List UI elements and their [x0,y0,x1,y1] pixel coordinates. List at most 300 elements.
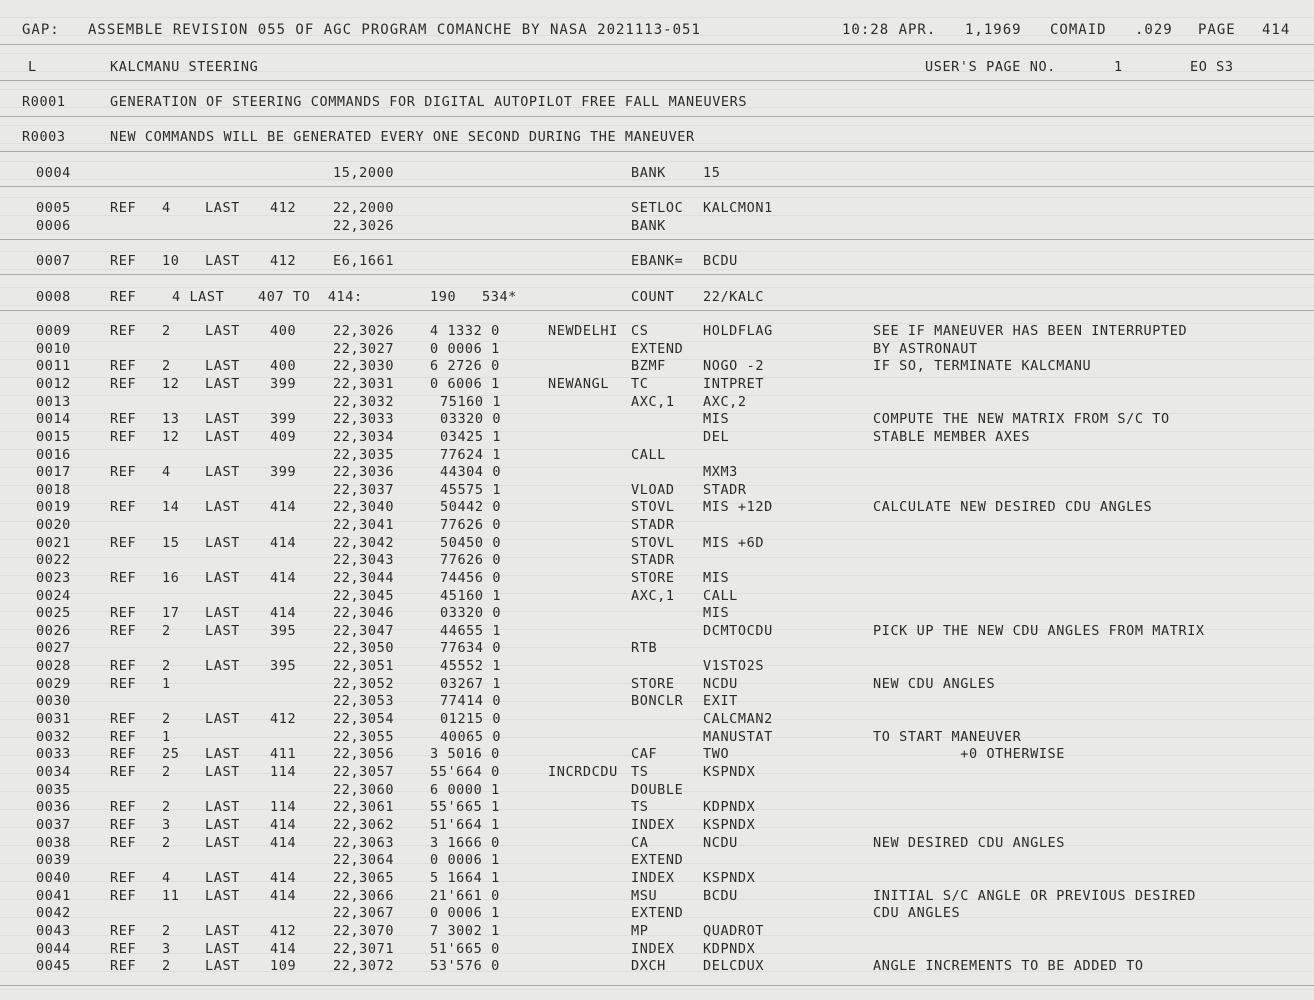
last-label: LAST [205,411,240,427]
ref-label: REF [110,888,137,904]
line-number: 0032 [36,729,71,745]
line-number: 0041 [36,888,71,904]
object-word: 45160 1 [440,588,502,604]
last-label: LAST [205,870,240,886]
object-word: 55'665 1 [430,799,500,815]
last-line: 412 [270,253,297,269]
operand: BCDU [703,253,738,269]
ref-count: 2 [162,923,171,939]
last-line: 414 [270,835,297,851]
code-line [0,481,1314,499]
symbol-label: INCRDCDU [548,764,618,780]
divider [0,151,1314,152]
ref-label: REF [110,817,137,833]
ref-label: REF [110,958,137,974]
object-word: 53'576 0 [430,958,500,974]
ref-label: REF [110,358,137,374]
divider [0,44,1314,45]
code-line [0,657,1314,675]
operand: KSPNDX [703,764,756,780]
line-number: 0015 [36,429,71,445]
line-number: 0039 [36,852,71,868]
last-label: LAST [205,923,240,939]
address: 22,3036 [333,464,395,480]
ref-count: 17 [162,605,180,621]
remark-line [0,93,1314,111]
ref-label: REF [110,429,137,445]
ref-label: REF [110,535,137,551]
address: 22,3026 [333,218,395,234]
object-word: 4 1332 0 [430,323,500,339]
ref-label: REF [110,323,137,339]
operand: NCDU [703,676,738,692]
comment: NEW DESIRED CDU ANGLES [873,835,1066,851]
divider [0,186,1314,187]
last-label: 4 LAST [172,289,225,305]
ref-count: 2 [162,323,171,339]
operand: KDPNDX [703,799,756,815]
address: 190 [430,289,457,305]
opcode: STADR [631,552,675,568]
object-word: 50450 0 [440,535,502,551]
last-label: LAST [205,358,240,374]
address: 22,3033 [333,411,395,427]
code-line [0,393,1314,411]
address: E6,1661 [333,253,395,269]
code-line [0,675,1314,693]
ref-count: 14 [162,499,180,515]
comment: STABLE MEMBER AXES [873,429,1031,445]
page-label: PAGE [1198,22,1236,38]
opcode: COUNT [631,289,675,305]
last-line: 411 [270,746,297,762]
users-page-label: USER'S PAGE NO. [925,59,1056,75]
last-line: 409 [270,429,297,445]
last-line: 400 [270,358,297,374]
address: 22,3051 [333,658,395,674]
ref-label: REF [110,411,137,427]
object-word: 534* [482,289,517,305]
opcode: BONCLR [631,693,684,709]
ref-label: REF [110,658,137,674]
object-word: 75160 1 [440,394,502,410]
code-line [0,781,1314,799]
listing-time: 10:28 APR. [842,22,937,38]
last-label: LAST [205,323,240,339]
object-word: 03267 1 [440,676,502,692]
code-line [0,904,1314,922]
ref-label: REF [110,464,137,480]
ref-count: 16 [162,570,180,586]
opcode: CA [631,835,649,851]
line-number: 0006 [36,218,71,234]
line-number: 0038 [36,835,71,851]
ref-label: REF [110,200,137,216]
code-line [0,357,1314,375]
operand: 22/KALC [703,289,765,305]
object-word: 03320 0 [440,605,502,621]
opcode: SETLOC [631,200,684,216]
address: 22,3061 [333,799,395,815]
ref-count: 12 [162,376,180,392]
line-number: 0012 [36,376,71,392]
last-label: LAST [205,835,240,851]
divider [0,274,1314,275]
symbol-label: NEWDELHI [548,323,618,339]
object-word: 45575 1 [440,482,502,498]
operand: V1STO2S [703,658,765,674]
code-line [0,604,1314,622]
ref-label: REF [110,711,137,727]
ref-label: REF [110,799,137,815]
comment: INITIAL S/C ANGLE OR PREVIOUS DESIRED [873,888,1196,904]
address: 22,3044 [333,570,395,586]
opcode: AXC,1 [631,394,675,410]
last-label: LAST [205,764,240,780]
operand: MANUSTAT [703,729,773,745]
address: 15,2000 [333,165,395,181]
object-word: 77626 0 [440,517,502,533]
code-line [0,887,1314,905]
line-number: 0044 [36,941,71,957]
l-marker: L [28,59,37,75]
operand: CALCMAN2 [703,711,773,727]
line-number: 0035 [36,782,71,798]
users-page-number: 1 [1114,59,1123,75]
code-line [0,622,1314,640]
code-line [0,639,1314,657]
ref-count: 4 [162,200,171,216]
address: 22,3045 [333,588,395,604]
address: 22,3054 [333,711,395,727]
opcode: CAF [631,746,658,762]
line-number: 0024 [36,588,71,604]
divider [0,80,1314,81]
code-line [0,340,1314,358]
listing-title: ASSEMBLE REVISION 055 OF AGC PROGRAM COMANCHE BY NASA 2021113-051 [88,22,701,38]
line-number: 0008 [36,289,71,305]
line-number: 0020 [36,517,71,533]
comment: PICK UP THE NEW CDU ANGLES FROM MATRIX [873,623,1205,639]
last-label: LAST [205,658,240,674]
last-line: 412 [270,711,297,727]
operand: MIS [703,411,730,427]
address: 22,3040 [333,499,395,515]
last-line: 414 [270,605,297,621]
line-number: 0023 [36,570,71,586]
code-line [0,410,1314,428]
object-word: 0 0006 1 [430,852,500,868]
remark-number: R0003 [22,129,66,145]
code-line [0,446,1314,464]
last-label: LAST [205,605,240,621]
last-label: LAST [205,499,240,515]
last-label: LAST [205,429,240,445]
code-line [0,252,1314,270]
opcode: STORE [631,676,675,692]
address: 22,3026 [333,323,395,339]
ref-label: REF [110,253,137,269]
code-line [0,288,1314,306]
line-number: 0029 [36,676,71,692]
line-number: 0026 [36,623,71,639]
operand: DEL [703,429,730,445]
operand: KSPNDX [703,817,756,833]
code-line [0,463,1314,481]
address: 22,3037 [333,482,395,498]
ref-label: REF [110,746,137,762]
opcode: TS [631,764,649,780]
object-word: 77624 1 [440,447,502,463]
code-line [0,164,1314,182]
remark-text: GENERATION OF STEERING COMMANDS FOR DIGITAL AUTOPILOT FREE FALL MANEUVERS [110,94,748,110]
object-word: 40065 0 [440,729,502,745]
code-line [0,692,1314,710]
last-line: 114 [270,764,297,780]
address: 22,3046 [333,605,395,621]
line-number: 0027 [36,640,71,656]
last-label: LAST [205,535,240,551]
comment: CDU ANGLES [873,905,961,921]
code-line [0,816,1314,834]
last-line: 414 [270,888,297,904]
address: 22,3042 [333,535,395,551]
code-line [0,375,1314,393]
last-line: 414 [270,499,297,515]
last-label: LAST [205,941,240,957]
operand: 15 [703,165,721,181]
operand: EXIT [703,693,738,709]
object-word: 3 5016 0 [430,746,500,762]
code-line [0,834,1314,852]
address: 22,3063 [333,835,395,851]
operand: DCMTOCDU [703,623,773,639]
address: 22,3034 [333,429,395,445]
operand: KSPNDX [703,870,756,886]
address: 22,3041 [333,517,395,533]
opcode: INDEX [631,817,675,833]
ref-count: 2 [162,799,171,815]
ref-label: REF [110,499,137,515]
code-line [0,322,1314,340]
line-number: 0017 [36,464,71,480]
operand: KALCMON1 [703,200,773,216]
last-label: LAST [205,888,240,904]
address: 22,3072 [333,958,395,974]
opcode: RTB [631,640,658,656]
remark-line [0,128,1314,146]
address: 22,3064 [333,852,395,868]
opcode: BZMF [631,358,666,374]
address: 22,3060 [333,782,395,798]
opcode: DOUBLE [631,782,684,798]
last-label: LAST [205,711,240,727]
ref-count: 1 [162,676,171,692]
opcode: INDEX [631,941,675,957]
comaid-label: COMAID [1050,22,1107,38]
eo-code: EO S3 [1190,59,1234,75]
operand: MIS +6D [703,535,765,551]
line-number: 0037 [36,817,71,833]
ref-label: REF [110,570,137,586]
ref-count: 10 [162,253,180,269]
opcode: EXTEND [631,852,684,868]
last-label: LAST [205,799,240,815]
comment: COMPUTE THE NEW MATRIX FROM S/C TO [873,411,1170,427]
listing-subheader [0,58,1314,76]
address: 22,3030 [333,358,395,374]
operand: TWO [703,746,730,762]
operand: CALL [703,588,738,604]
line-number: 0005 [36,200,71,216]
last-line: 399 [270,376,297,392]
object-word: 7 3002 1 [430,923,500,939]
line-number: 0034 [36,764,71,780]
comment: +0 OTHERWISE [873,746,1066,762]
address: 22,3057 [333,764,395,780]
operand: QUADROT [703,923,765,939]
opcode: BANK [631,218,666,234]
object-word: 77414 0 [440,693,502,709]
line-number: 0011 [36,358,71,374]
code-line [0,217,1314,235]
opcode: STADR [631,517,675,533]
operand: MIS [703,570,730,586]
operand: MXM3 [703,464,738,480]
ref-label: REF [110,764,137,780]
code-line [0,710,1314,728]
last-line: 412 [270,923,297,939]
last-label: LAST [205,958,240,974]
page-number: 414 [1262,22,1291,38]
ref-count: 4 [162,464,171,480]
last-line: 414 [270,817,297,833]
last-label: LAST [205,200,240,216]
line-number: 0033 [36,746,71,762]
line-number: 0043 [36,923,71,939]
remark-number: R0001 [22,94,66,110]
code-line [0,199,1314,217]
operand: HOLDFLAG [703,323,773,339]
line-number: 0010 [36,341,71,357]
code-line [0,798,1314,816]
opcode: CALL [631,447,666,463]
address: 22,3052 [333,676,395,692]
operand: STADR [703,482,747,498]
comment: ANGLE INCREMENTS TO BE ADDED TO [873,958,1144,974]
line-number: 0028 [36,658,71,674]
operand: NOGO -2 [703,358,765,374]
line-number: 0022 [36,552,71,568]
code-line [0,569,1314,587]
line-number: 0031 [36,711,71,727]
ref-label: REF [110,729,137,745]
object-word: 44655 1 [440,623,502,639]
address: 22,3067 [333,905,395,921]
opcode: MP [631,923,649,939]
ref-count: 2 [162,711,171,727]
operand: INTPRET [703,376,765,392]
line-number: 0007 [36,253,71,269]
object-word: 51'664 1 [430,817,500,833]
object-word: 21'661 0 [430,888,500,904]
address: 22,3053 [333,693,395,709]
opcode: CS [631,323,649,339]
last-line: 109 [270,958,297,974]
line-number: 0042 [36,905,71,921]
last-line: 400 [270,323,297,339]
last-label: LAST [205,464,240,480]
last-label: LAST [205,623,240,639]
ref-label: REF [110,923,137,939]
ref-count: 2 [162,658,171,674]
address: 22,2000 [333,200,395,216]
ref-label: REF [110,376,137,392]
last-label: LAST [205,817,240,833]
opcode: EXTEND [631,341,684,357]
ref-count: 13 [162,411,180,427]
ref-label: REF [110,941,137,957]
code-line [0,534,1314,552]
address: 22,3066 [333,888,395,904]
symbol-label: NEWANGL [548,376,610,392]
last-label: LAST [205,570,240,586]
object-word: 50442 0 [440,499,502,515]
code-line [0,940,1314,958]
code-line [0,763,1314,781]
object-word: 0 0006 1 [430,905,500,921]
ref-count: 4 [162,870,171,886]
last-line: 399 [270,464,297,480]
ref-count: 11 [162,888,180,904]
comment: CALCULATE NEW DESIRED CDU ANGLES [873,499,1153,515]
opcode: INDEX [631,870,675,886]
divider [0,985,1314,986]
line-number: 0009 [36,323,71,339]
object-word: 74456 0 [440,570,502,586]
address: 22,3031 [333,376,395,392]
opcode: EXTEND [631,905,684,921]
code-line [0,851,1314,869]
address: 22,3070 [333,923,395,939]
ref-count: 15 [162,535,180,551]
ref-label: REF [110,623,137,639]
remark-text: NEW COMMANDS WILL BE GENERATED EVERY ONE SECOND DURING THE MANEUVER [110,129,695,145]
address: 22,3047 [333,623,395,639]
ref-count: 3 [162,817,171,833]
operand: DELCDUX [703,958,765,974]
ref-count: 2 [162,358,171,374]
opcode: STORE [631,570,675,586]
code-line [0,498,1314,516]
address: 22,3065 [333,870,395,886]
opcode: AXC,1 [631,588,675,604]
ref-count: 2 [162,835,171,851]
line-number: 0021 [36,535,71,551]
address: 22,3043 [333,552,395,568]
ref-count: 25 [162,746,180,762]
object-word: 77626 0 [440,552,502,568]
last-line: 407 TO 414: [258,289,363,305]
line-number: 0016 [36,447,71,463]
object-word: 03425 1 [440,429,502,445]
last-label: LAST [205,376,240,392]
code-line [0,728,1314,746]
object-word: 5 1664 1 [430,870,500,886]
line-number: 0019 [36,499,71,515]
listing-header [0,21,1314,39]
operand: MIS +12D [703,499,773,515]
